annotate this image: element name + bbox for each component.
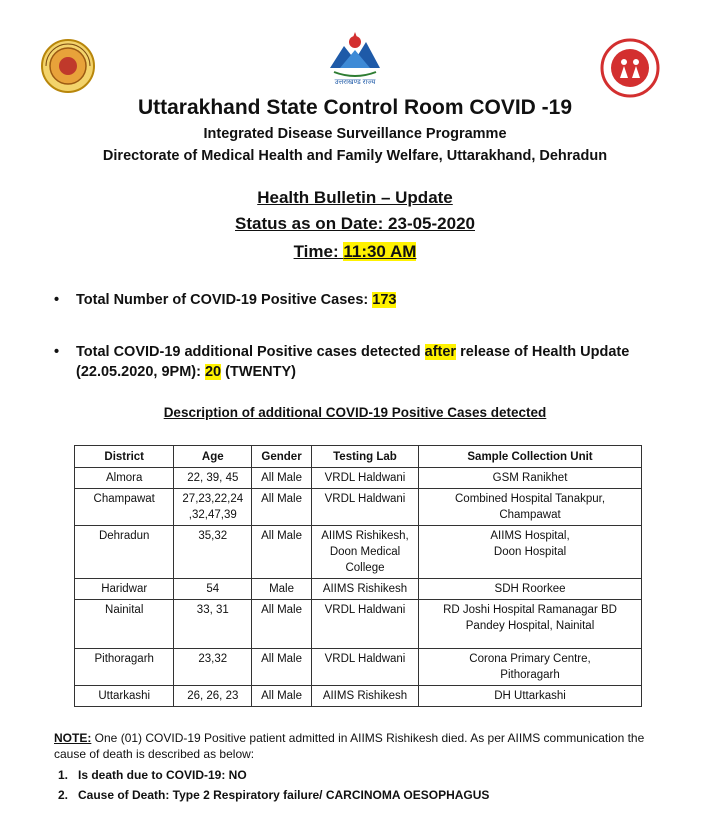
page-subtitle-directorate: Directorate of Medical Health and Family Welfare, Uttarakhand, Dehradun bbox=[102, 148, 608, 164]
cell-age: 33, 31 bbox=[174, 600, 252, 649]
cell-age: 26, 26, 23 bbox=[174, 686, 252, 707]
header-testing-lab: Testing Lab bbox=[311, 446, 418, 468]
cell-district: Nainital bbox=[75, 600, 174, 649]
page-title: Uttarakhand State Control Room COVID -19 bbox=[137, 96, 573, 119]
cell-gender: All Male bbox=[252, 489, 312, 526]
additional-cases-value: 20 bbox=[204, 364, 222, 380]
total-cases-label: Total Number of COVID-19 Positive Cases: bbox=[76, 292, 373, 308]
cell-collection-unit: GSM Ranikhet bbox=[419, 468, 642, 489]
cell-district: Champawat bbox=[75, 489, 174, 526]
cell-lab: AIIMS Rishikesh bbox=[311, 579, 418, 600]
total-cases-value: 173 bbox=[372, 292, 397, 308]
header-sample-collection-unit: Sample Collection Unit bbox=[419, 446, 642, 468]
cell-lab: AIIMS Rishikesh bbox=[311, 686, 418, 707]
cell-collection-unit: Corona Primary Centre, Pithoragarh bbox=[419, 649, 642, 686]
cases-table bbox=[74, 445, 642, 707]
table-row bbox=[75, 579, 642, 600]
header-district: District bbox=[75, 446, 174, 468]
cell-lab: VRDL Haldwani bbox=[311, 489, 418, 526]
time-value: 11:30 AM bbox=[343, 242, 417, 261]
cell-age: 27,23,22,24 ,32,47,39 bbox=[174, 489, 252, 526]
additional-cases-highlight: after bbox=[424, 344, 457, 360]
total-cases-bullet bbox=[76, 290, 666, 310]
cell-lab: AIIMS Rishikesh, Doon Medical College bbox=[311, 526, 418, 579]
cell-collection-unit: AIIMS Hospital, Doon Hospital bbox=[419, 526, 642, 579]
bulletin-status-date: Status as on Date: 23-05-2020 bbox=[235, 214, 475, 233]
table-title: Description of additional COVID-19 Positive Cases detected bbox=[163, 405, 547, 420]
cell-lab: VRDL Haldwani bbox=[311, 649, 418, 686]
cell-district: Almora bbox=[75, 468, 174, 489]
cell-age: 35,32 bbox=[174, 526, 252, 579]
cell-collection-unit: RD Joshi Hospital Ramanagar BD Pandey Hospital, Nainital bbox=[419, 600, 642, 649]
cell-gender: All Male bbox=[252, 686, 312, 707]
time-label: Time: bbox=[293, 242, 344, 261]
page-subtitle-programme: Integrated Disease Surveillance Programme bbox=[203, 126, 507, 142]
note-text: One (01) COVID-19 Positive patient admitted in AIIMS Rishikesh died. As per AIIMS communication the cause of death is described as below: bbox=[54, 731, 645, 761]
bulletin-title: Health Bulletin – Update bbox=[257, 188, 453, 207]
cell-district: Dehradun bbox=[75, 526, 174, 579]
table-header-row bbox=[75, 446, 642, 468]
header-gender: Gender bbox=[252, 446, 312, 468]
note-paragraph bbox=[54, 730, 674, 762]
header-age: Age bbox=[174, 446, 252, 468]
cell-lab: VRDL Haldwani bbox=[311, 600, 418, 649]
note-item-text: Is death due to COVID-19: NO bbox=[78, 768, 247, 782]
additional-cases-suffix: (TWENTY) bbox=[221, 364, 297, 380]
note-item-text: Cause of Death: Type 2 Respiratory failure/ CARCINOMA OESOPHAGUS bbox=[78, 788, 490, 802]
cell-district: Pithoragarh bbox=[75, 649, 174, 686]
table-row bbox=[75, 489, 642, 526]
bulletin-time bbox=[0, 242, 710, 262]
cell-collection-unit: SDH Roorkee bbox=[419, 579, 642, 600]
uttarakhand-emblem-logo bbox=[322, 28, 388, 94]
additional-cases-bullet bbox=[76, 342, 666, 382]
cell-gender: All Male bbox=[252, 649, 312, 686]
cell-age: 23,32 bbox=[174, 649, 252, 686]
note-item: 2. Cause of Death: Type 2 Respiratory failure/ CARCINOMA OESOPHAGUS bbox=[58, 788, 490, 802]
national-health-mission-logo bbox=[600, 38, 660, 98]
cell-age: 54 bbox=[174, 579, 252, 600]
cell-gender: All Male bbox=[252, 468, 312, 489]
emblem-caption: उत्तराखण्ड राज्य bbox=[334, 79, 376, 86]
cell-collection-unit: Combined Hospital Tanakpur, Champawat bbox=[419, 489, 642, 526]
cell-gender: Male bbox=[252, 579, 312, 600]
table-row bbox=[75, 649, 642, 686]
cell-district: Haridwar bbox=[75, 579, 174, 600]
additional-cases-text-pre: Total COVID-19 additional Positive cases detected bbox=[76, 344, 425, 360]
cell-district: Uttarkashi bbox=[75, 686, 174, 707]
cell-lab: VRDL Haldwani bbox=[311, 468, 418, 489]
cell-collection-unit: DH Uttarkashi bbox=[419, 686, 642, 707]
cell-age: 22, 39, 45 bbox=[174, 468, 252, 489]
table-row bbox=[75, 686, 642, 707]
cell-gender: All Male bbox=[252, 600, 312, 649]
additional-cases-text-post: release of Health Update (22.05.2020, 9PM): bbox=[76, 344, 630, 380]
government-seal-logo bbox=[40, 38, 96, 94]
note-label: NOTE: bbox=[54, 731, 92, 745]
table-row bbox=[75, 526, 642, 579]
table-row bbox=[75, 600, 642, 649]
cell-gender: All Male bbox=[252, 526, 312, 579]
note-item: 1. Is death due to COVID-19: NO bbox=[58, 768, 247, 782]
table-row bbox=[75, 468, 642, 489]
